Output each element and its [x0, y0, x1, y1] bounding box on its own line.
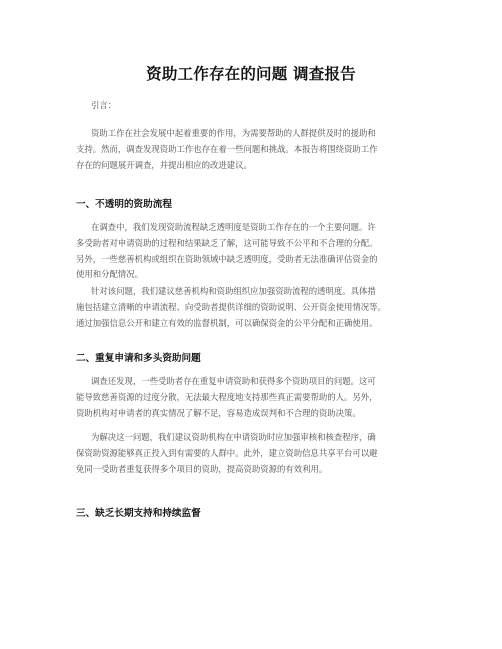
intro-label [76, 98, 436, 114]
text-line: 能导致慈善资源的过度分散，无法最大程度地支持那些真正需要帮助的人。另外， [76, 391, 378, 402]
text-line: 资助工作在社会发展中起着重要的作用，为需要帮助的人群提供及时的援助和 [91, 128, 376, 138]
intro-label-text: 引言： [91, 100, 117, 110]
text-line: 资助机构对申请者的真实情况了解不足，容易造成误判和不合理的资助决策。 [76, 407, 361, 418]
section-1-paragraph-2 [76, 284, 436, 331]
text-line: 在调查中，我们发现资助流程缺乏透明度是资助工作存在的一个主要问题。许 [91, 222, 376, 232]
text-line: 保资助资源能够真正投入到有需要的人群中。此外，建立资助信息共享平台可以避 [76, 447, 378, 458]
text-line: 调查还发现，一些受助者存在重复申请资助和获得多个资助项目的问题。这可 [91, 376, 376, 386]
section-heading-2: 二、重复申请和多头资助问题 [76, 353, 201, 364]
text-line: 施包括建立清晰的申请流程、向受助者提供详细的资助说明、公开资金使用情况等。 [76, 301, 386, 312]
text-line: 通过加强信息公开和建立有效的监督机制，可以确保资金的公平分配和正确使用。 [76, 317, 378, 328]
text-line: 免同一受助者重复获得多个项目的资助，提高资助资源的有效利用。 [76, 463, 328, 474]
text-line: 支持。然而，调查发现资助工作也存在着一些问题和挑战。本报告将围绕资助工作 [76, 143, 378, 154]
text-line: 多受助者对申请资助的过程和结果缺乏了解，这可能导致不公平和不合理的分配。 [76, 237, 378, 248]
text-line: 为解决这一问题，我们建议资助机构在申请资助时应加强审核和核查程序，确 [91, 432, 376, 442]
section-heading-1: 一、不透明的资助流程 [76, 199, 172, 210]
section-1-paragraph-1 [76, 220, 436, 283]
document-title: 资助工作存在的问题 调查报告 [146, 65, 356, 83]
text-line: 存在的问题展开调查，并提出相应的改进建议。 [76, 159, 252, 170]
text-line: 另外，一些慈善机构或组织在资助领域中缺乏透明度，受助者无法准确评估资金的 [76, 253, 378, 264]
section-heading-3: 三、缺乏长期支持和持续监督 [76, 508, 201, 519]
section-2-paragraph-2 [76, 430, 436, 477]
intro-paragraph [76, 126, 436, 173]
text-line: 针对该问题，我们建议慈善机构和资助组织应加强资助流程的透明度。具体措 [91, 286, 376, 296]
text-line: 使用和分配情况。 [76, 269, 143, 280]
section-2-paragraph-1 [76, 374, 436, 421]
